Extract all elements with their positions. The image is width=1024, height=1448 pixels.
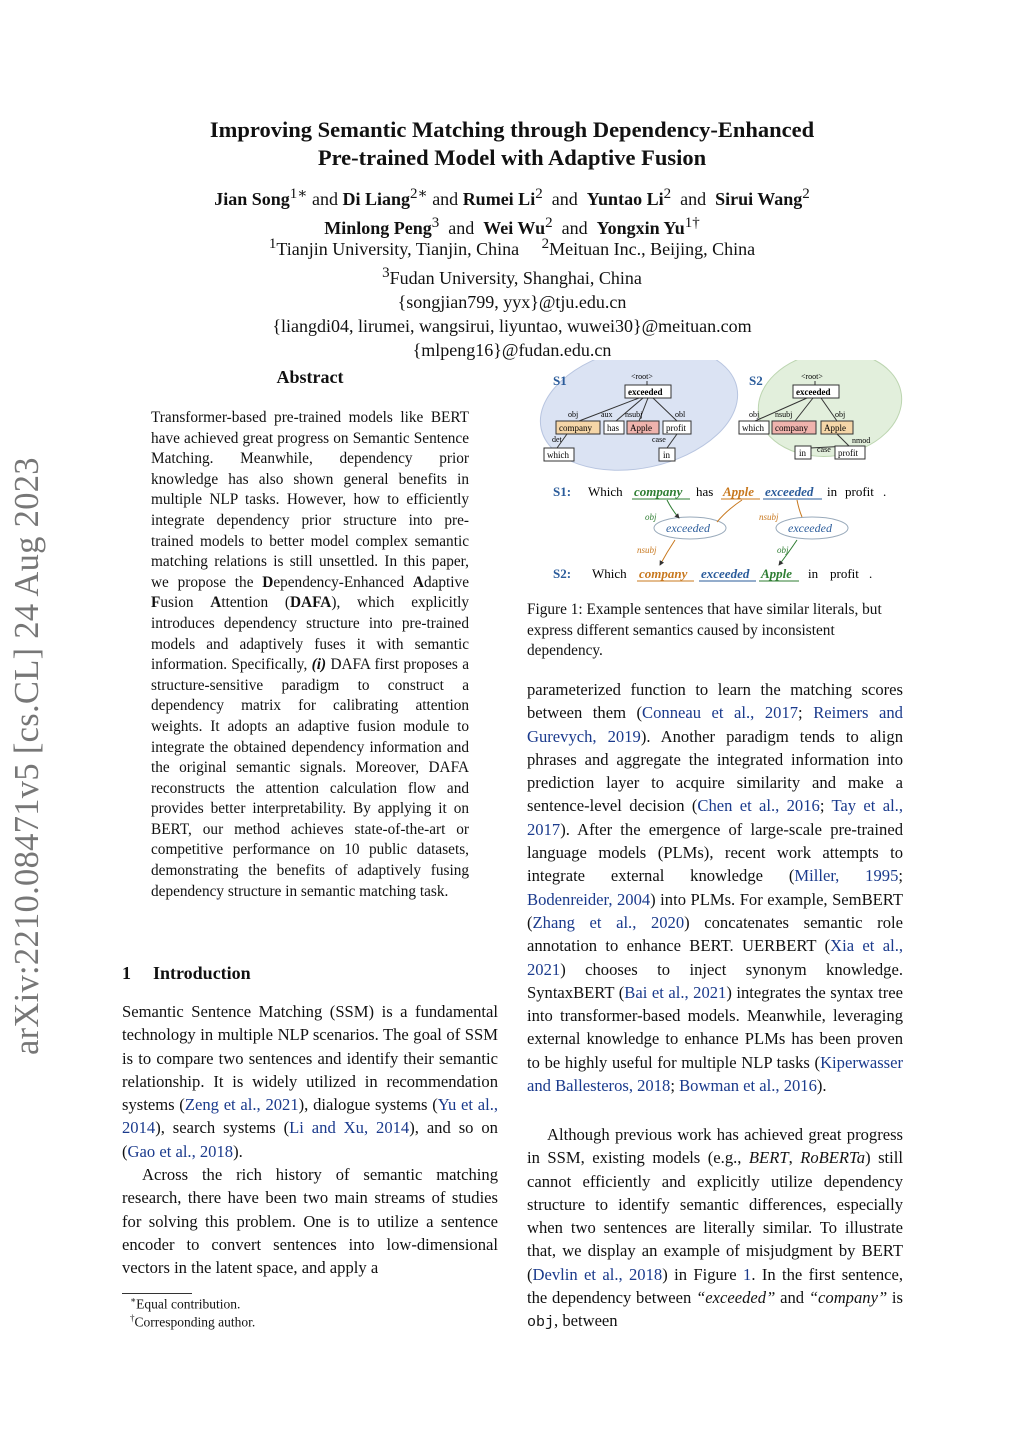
and-word: and bbox=[432, 189, 459, 209]
token: Which bbox=[592, 566, 627, 581]
svg-text:exceeded: exceeded bbox=[788, 521, 832, 535]
author: Rumei Li bbox=[462, 189, 536, 209]
token: has bbox=[696, 484, 714, 499]
token: . bbox=[869, 566, 873, 581]
svg-text:Apple: Apple bbox=[630, 423, 652, 433]
rel-label: nsubj bbox=[637, 545, 657, 555]
svg-text:company: company bbox=[775, 423, 808, 433]
token: in bbox=[827, 484, 838, 499]
figure-ref-link[interactable]: 1 bbox=[743, 1264, 752, 1284]
token-apple: Apple bbox=[723, 484, 755, 499]
citation-link[interactable]: Bodenreider, 2004 bbox=[527, 889, 651, 909]
author-mark: 2 bbox=[545, 215, 553, 231]
section-heading bbox=[122, 963, 251, 984]
s2-root-label: <root> bbox=[801, 372, 823, 381]
citation-link[interactable]: Bai et al., 2021 bbox=[624, 982, 727, 1002]
email-line: {mlpeng16}@fudan.edu.cn bbox=[412, 340, 612, 360]
author: Jian Song bbox=[214, 189, 290, 209]
s2-sentence-label: S2: bbox=[553, 566, 572, 581]
token-exceeded: exceeded bbox=[701, 566, 750, 581]
author: Minlong Peng bbox=[324, 218, 432, 238]
email-line: {songjian799, yyx}@tju.edu.cn bbox=[397, 292, 627, 312]
s2-label: S2 bbox=[749, 373, 763, 388]
author: Yuntao Li bbox=[586, 189, 664, 209]
rel-label: case bbox=[652, 435, 666, 444]
footnote: ∗Equal contribution. bbox=[130, 1295, 241, 1312]
title-line-1: Improving Semantic Matching through Dependency-Enhanced bbox=[209, 117, 815, 142]
token-company: company bbox=[634, 484, 683, 499]
footnote: †Corresponding author. bbox=[130, 1313, 256, 1330]
section-title: Introduction bbox=[153, 963, 251, 983]
svg-text:profit: profit bbox=[838, 448, 858, 458]
svg-text:which: which bbox=[547, 450, 569, 460]
svg-text:exceeded: exceeded bbox=[666, 521, 710, 535]
citation-link[interactable]: Tay et al., 2017 bbox=[527, 796, 903, 839]
affil-mark: 1 bbox=[268, 236, 277, 252]
rel-label: obj bbox=[645, 512, 657, 522]
token-apple: Apple bbox=[761, 566, 793, 581]
citation-link[interactable]: Gao et al., 2018 bbox=[127, 1141, 234, 1161]
and-word: and bbox=[448, 218, 475, 238]
token: Which bbox=[588, 484, 623, 499]
svg-text:profit: profit bbox=[666, 423, 686, 433]
s1-label: S1 bbox=[553, 373, 567, 388]
affil-mark: 2 bbox=[541, 236, 550, 252]
affiliations bbox=[120, 232, 904, 362]
rel-label: obj bbox=[749, 410, 760, 419]
citation-link[interactable]: Chen et al., 2016 bbox=[697, 796, 820, 816]
rel-label: nsubj bbox=[625, 410, 643, 419]
author-mark: 1∗ bbox=[289, 186, 308, 202]
citation-link[interactable]: Bowman et al., 2016 bbox=[679, 1076, 817, 1096]
token-exceeded: exceeded bbox=[765, 484, 814, 499]
token: . bbox=[883, 484, 887, 499]
rel-label: obj bbox=[835, 410, 846, 419]
abstract-text: Transformer-based pre-trained models like BERT have achieved great progress on Semantic Sentence Matching. Meanwhile, dependency prior knowledge has also shown general benefits in multiple NLP tasks. However, how to efficiently integrate dependency prior structure into pre-trained models to better model complex semantic matching relations is still unsettled. In this paper, we propose the Dependency-Enhanced Adaptive Fusion Attention (DAFA), which explicitly introduces dependency structure into pre-trained models and adaptively fuses it with semantic information. Specifically, (i) DAFA first proposes a structure-sensitive paradigm to construct a dependency matrix for calibrating attention weights. It adopts an adaptive fusion module to integrate the obtained dependency information and the original semantic signals. Moreover, DAFA reconstructs the attention calculation flow and provides better interpretability. By applying it on BERT, our method achieves state-of-the-art or competitive performance on 10 public datasets, demonstrating the benefits of adaptively fusing dependency structure in semantic matching task. bbox=[151, 409, 469, 900]
citation-link[interactable]: Yu et al., 2014 bbox=[122, 1095, 498, 1138]
rel-label: obj bbox=[777, 545, 789, 555]
citation-link[interactable]: Conneau et al., 2017 bbox=[642, 703, 799, 723]
rel-label: case bbox=[817, 445, 831, 454]
token: profit bbox=[830, 566, 859, 581]
rel-label: nsubj bbox=[775, 410, 793, 419]
email-line: {liangdi04, lirumei, wangsirui, liyuntao, wuwei30}@meituan.com bbox=[272, 316, 752, 336]
affiliation: Tianjin University, Tianjin, China bbox=[276, 239, 520, 259]
intro-paragraph-1: Semantic Sentence Matching (SSM) is a fundamental technology in multiple NLP scenarios. The goal of SSM is to compare two sentences and identify their semantic relationship. It is widely utilized in recommendation systems (Zeng et al., 2021), dialogue systems (Yu et al., 2014), search systems (Li and Xu, 2014), and so on (Gao et al., 2018). bbox=[122, 1002, 498, 1161]
s1-root-label: <root> bbox=[631, 372, 653, 381]
and-word: and bbox=[561, 218, 588, 238]
and-word: and bbox=[551, 189, 578, 209]
rel-label: nsubj bbox=[759, 512, 779, 522]
citation-link[interactable]: Reimers and Gurevych, 2019 bbox=[527, 703, 903, 746]
rel-label: nmod bbox=[852, 436, 871, 445]
author-mark: 2 bbox=[663, 186, 672, 202]
token-company: company bbox=[639, 566, 688, 581]
rel-label: obj bbox=[568, 410, 579, 419]
author: Yongxin Yu bbox=[596, 218, 685, 238]
author-mark: 3 bbox=[431, 215, 440, 231]
token: in bbox=[808, 566, 819, 581]
arxiv-stamp: arXiv:2210.08471v5 [cs.CL] 24 Aug 2023 bbox=[8, 457, 46, 1055]
svg-text:company: company bbox=[559, 423, 592, 433]
author: Wei Wu bbox=[483, 218, 546, 238]
citation-link[interactable]: Kiperwasser and Ballesteros, 2018 bbox=[527, 1052, 903, 1096]
citation-link[interactable]: Miller, 1995 bbox=[794, 866, 899, 886]
footnote-rule bbox=[122, 1293, 192, 1294]
citation-link[interactable]: Xia et al., 2021 bbox=[527, 936, 903, 979]
token: profit bbox=[845, 484, 874, 499]
section-number: 1 bbox=[122, 963, 131, 983]
figure-1 bbox=[527, 360, 907, 590]
citation-link[interactable]: Li and Xu, 2014 bbox=[289, 1118, 410, 1138]
and-word: and bbox=[311, 189, 338, 209]
affil-mark: 3 bbox=[382, 265, 390, 281]
citation-link[interactable]: Zeng et al., 2021 bbox=[184, 1095, 299, 1115]
svg-text:in: in bbox=[799, 448, 807, 458]
title-line-2: Pre-trained Model with Adaptive Fusion bbox=[317, 145, 707, 170]
intro-paragraph-3: parameterized function to learn the matching scores between them (Conneau et al., 2017; Reimers and Gurevych, 2019). Another paradigm tends to align phrases and aggregate the integrated information into prediction layer to acquire similarity and make a sentence-level decision (Chen et al., 2016; Tay et al., 2017). After the emergence of large-scale pre-trained language models (PLMs), recent work attempts to integrate external knowledge (Miller, 1995; Bodenreider, 2004) into PLMs. For example, SemBERT (Zhang et al., 2020) concatenates semantic role annotation to enhance BERT. UERBERT (Xia et al., 2021) chooses to inject synonym knowledge. SyntaxBERT (Bai et al., 2021) integrates the syntax tree into transformer-based models. Meanwhile, leveraging external knowledge to enhance PLMs has been proven to be highly useful for multiple NLP tasks (Kiperwasser and Ballesteros, 2018; Bowman et al., 2016). bbox=[527, 680, 903, 1096]
intro-paragraph-4: Although previous work has achieved great progress in SSM, existing models (e.g., BERT, RoBERTa) still cannot efficiently and explicitly utilize dependency structure to identify semantic differences, especially when two sentences are literally similar. To illustrate that, we display an example of misjudgment by BERT (Devlin et al., 2018) in Figure 1. In the first sentence, the dependency between “exceeded” and “company” is obj, between bbox=[527, 1125, 903, 1332]
paper-title bbox=[120, 116, 904, 172]
rel-label: aux bbox=[601, 410, 613, 419]
abstract-heading: Abstract bbox=[276, 367, 344, 387]
svg-text:which: which bbox=[742, 423, 764, 433]
author: Sirui Wang bbox=[715, 189, 803, 209]
figure-caption: Figure 1: Example sentences that have similar literals, but express different semantics caused by inconsistent dependency. bbox=[527, 601, 882, 660]
author-mark: 2∗ bbox=[409, 186, 428, 202]
author: Di Liang bbox=[342, 189, 410, 209]
affiliation: Meituan Inc., Beijing, China bbox=[549, 239, 756, 259]
citation-link[interactable]: Zhang et al., 2020 bbox=[532, 912, 685, 932]
affiliation: Fudan University, Shanghai, China bbox=[389, 268, 642, 288]
svg-text:exceeded: exceeded bbox=[796, 387, 831, 397]
s1-sentence-label: S1: bbox=[553, 484, 572, 499]
s1-node-exceeded-text: exceeded bbox=[628, 387, 663, 397]
citation-link[interactable]: Devlin et al., 2018 bbox=[532, 1264, 663, 1284]
svg-text:in: in bbox=[663, 450, 671, 460]
author-mark: 1† bbox=[684, 215, 700, 231]
rel-label: det bbox=[552, 435, 562, 444]
intro-paragraph-2: Across the rich history of semantic matching research, there have been two main streams of studies for solving this problem. One is to utilize a sentence encoder to convert sentences into low-dimensional vectors in the latent space, and apply a bbox=[122, 1165, 498, 1278]
and-word: and bbox=[680, 189, 707, 209]
author-mark: 2 bbox=[535, 186, 543, 202]
svg-text:Apple: Apple bbox=[824, 423, 846, 433]
author-mark: 2 bbox=[802, 186, 810, 202]
rel-label: obl bbox=[675, 410, 686, 419]
svg-text:has: has bbox=[607, 423, 619, 433]
